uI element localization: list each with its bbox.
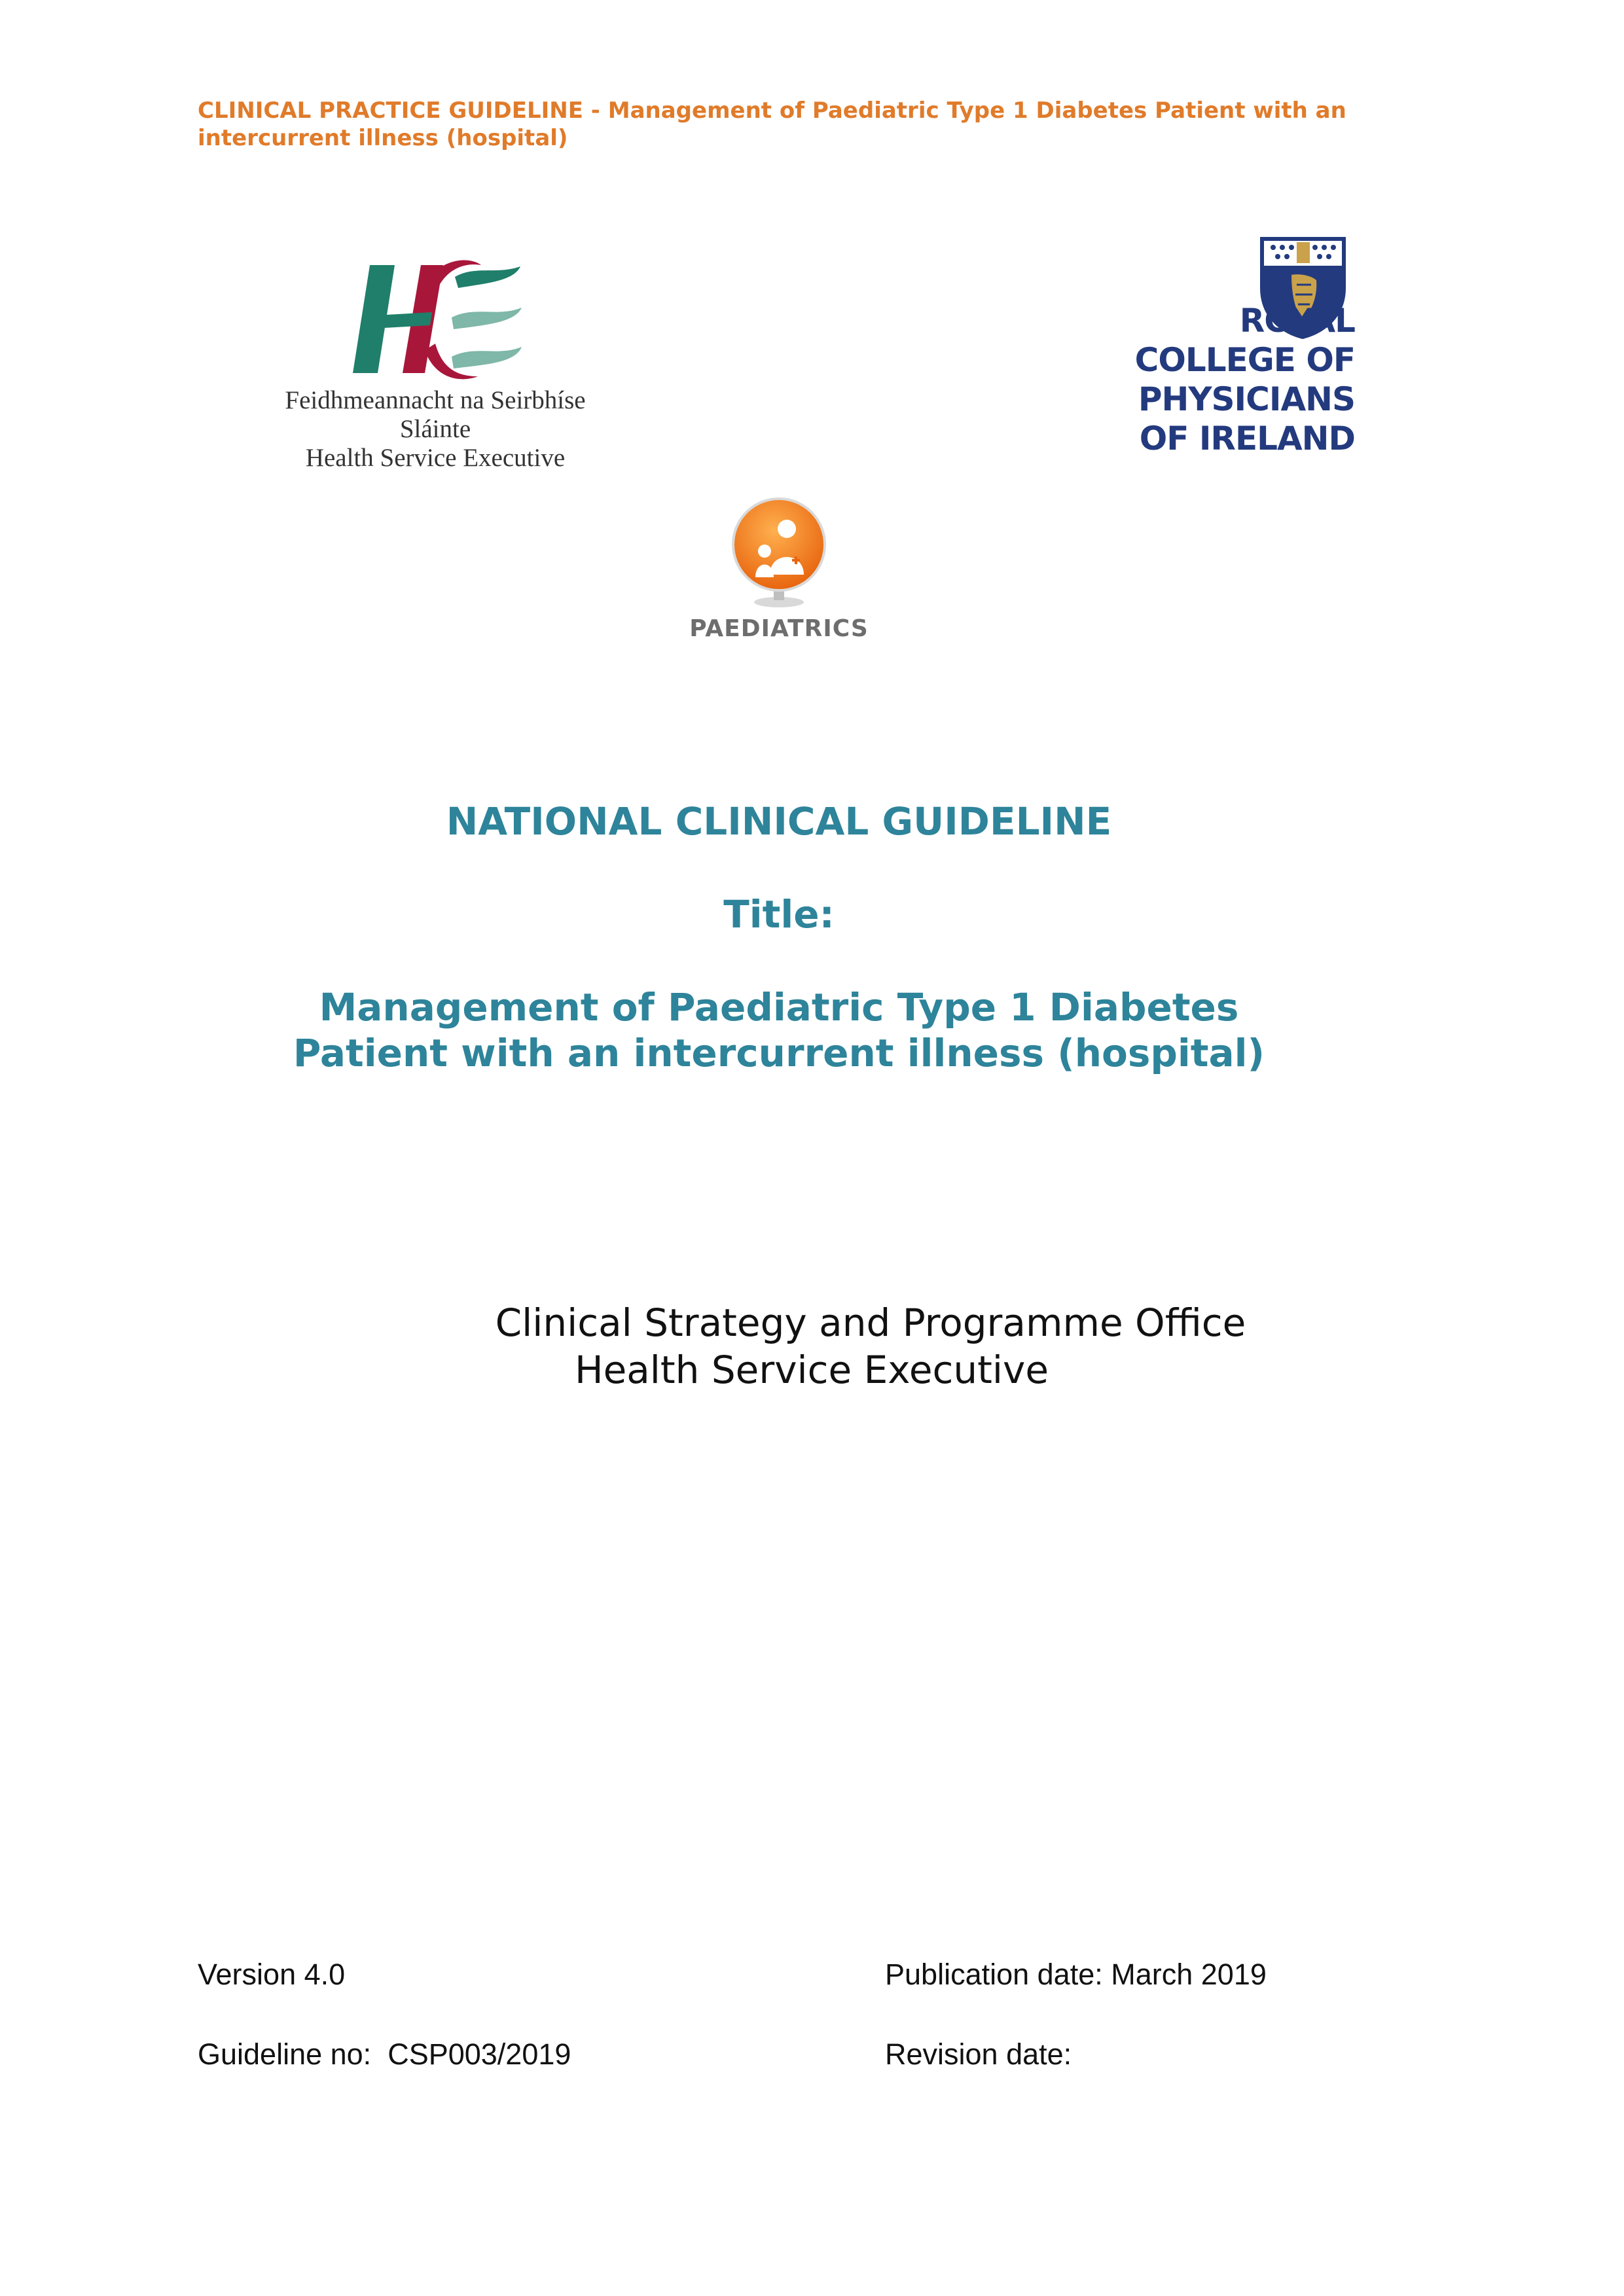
publication-date-text: Publication date: March 2019 <box>885 1958 1267 1991</box>
rcpi-logo <box>1126 236 1362 458</box>
rcpi-line-2: COLLEGE OF <box>1134 341 1355 379</box>
hse-logo <box>249 252 622 472</box>
title-block <box>196 798 1362 1076</box>
paediatrics-label: PAEDIATRICS <box>689 615 869 642</box>
revision-date-text: Revision date: <box>885 2037 1072 2071</box>
document-title-line-2: Patient with an intercurrent illness (hospital) <box>293 1031 1265 1075</box>
guideline-number-text: Guideline no: CSP003/2019 <box>198 2037 571 2071</box>
version-text: Version 4.0 <box>198 1958 346 1991</box>
issuing-office <box>196 1299 1427 1393</box>
running-header: CLINICAL PRACTICE GUIDELINE - Management of Paediatric Type 1 Diabetes Patient with an intercurrent illness (hospital) <box>198 98 1346 151</box>
document-title <box>196 984 1362 1076</box>
rcpi-line-1: ROYAL <box>1239 302 1355 340</box>
hse-mark-icon <box>344 252 533 383</box>
title-label: Title: <box>723 892 835 937</box>
rcpi-line-4: OF IRELAND <box>1139 420 1355 457</box>
doctor-child-icon <box>727 497 831 612</box>
office-name: Clinical Strategy and Programme Office <box>495 1300 1246 1345</box>
document-title-line-1: Management of Paediatric Type 1 Diabetes <box>319 985 1239 1030</box>
document-type-heading: NATIONAL CLINICAL GUIDELINE <box>446 799 1112 844</box>
hse-text-english: Health Service Executive <box>305 444 566 472</box>
hse-text-irish: Feidhmeannacht na Seirbhíse Sláinte <box>285 386 586 443</box>
rcpi-line-3: PHYSICIANS <box>1138 380 1355 418</box>
paediatrics-logo <box>668 497 877 661</box>
organisation-name: Health Service Executive <box>574 1348 1049 1392</box>
